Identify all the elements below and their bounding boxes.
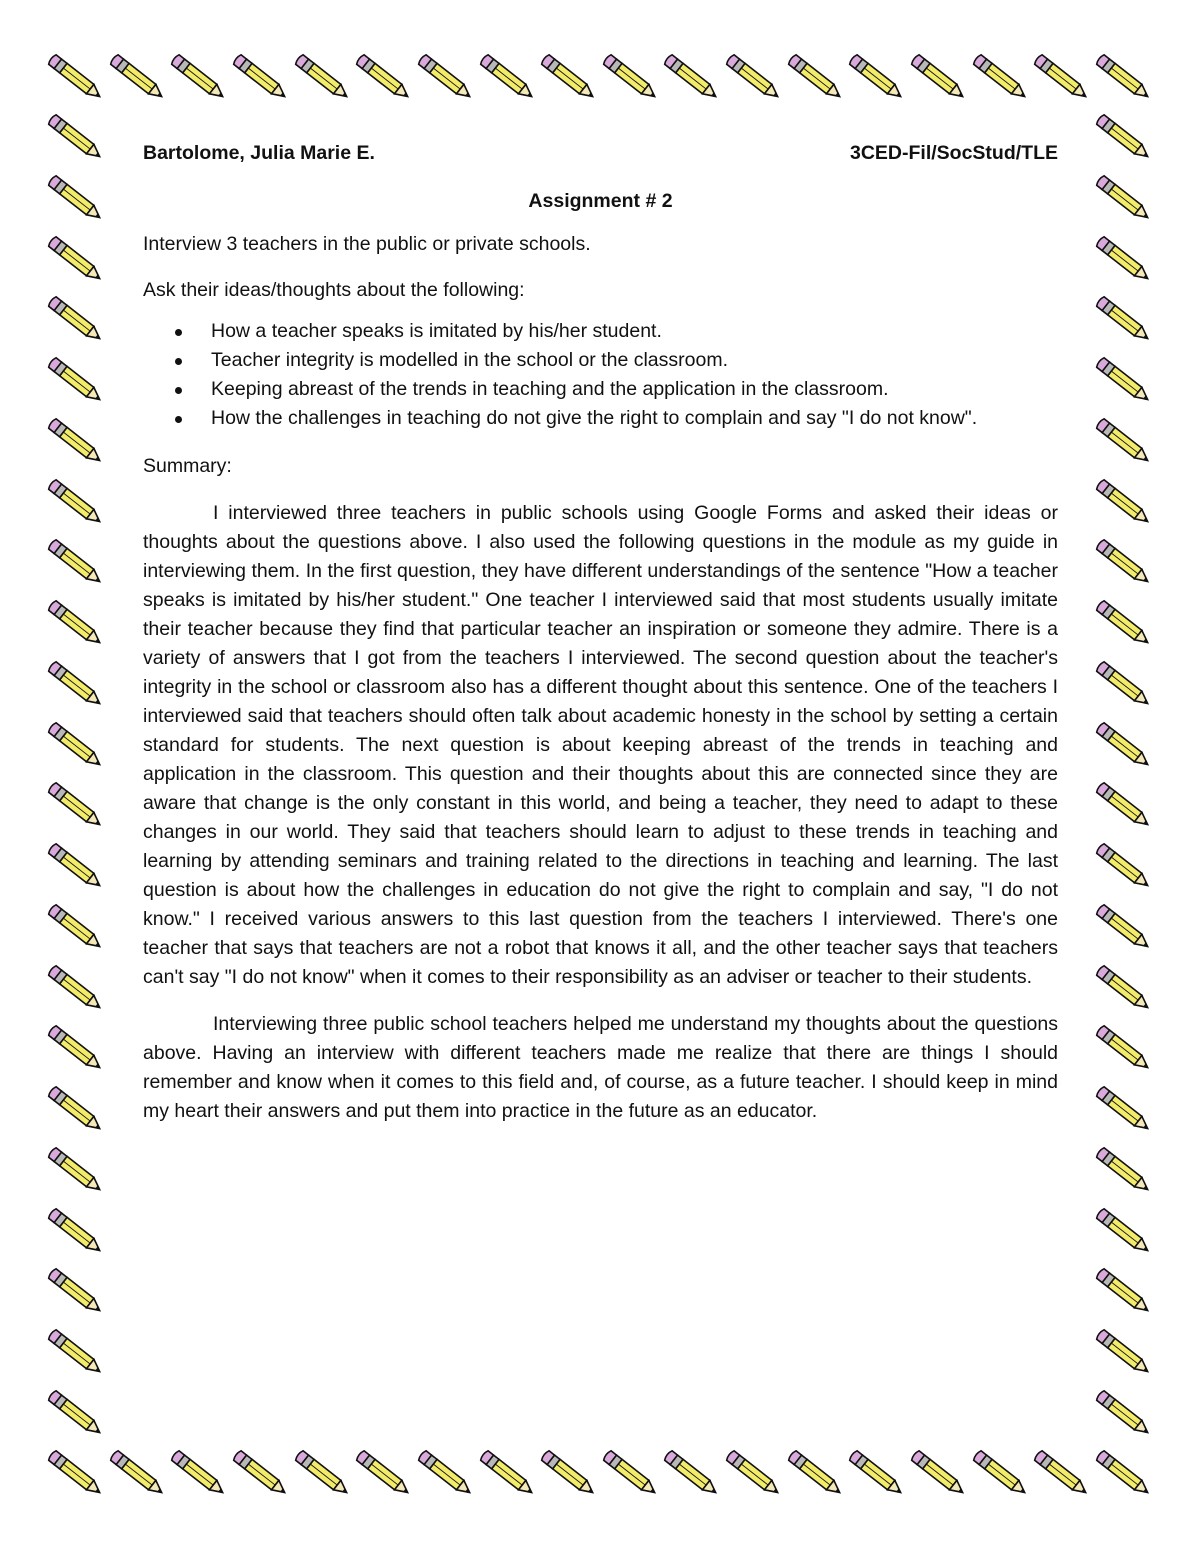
pencil-icon [599, 1448, 663, 1500]
summary-label: Summary: [143, 455, 232, 477]
pencil-icon [1030, 1448, 1094, 1500]
course-section: 3CED-Fil/SocStud/TLE [849, 142, 1058, 164]
pencil-icon [722, 1448, 786, 1500]
pencil-icon [907, 52, 971, 104]
pencil-icon [1092, 1084, 1156, 1136]
pencil-icon [44, 477, 108, 529]
pencil-icon [537, 1448, 601, 1500]
pencil-icon [352, 52, 416, 104]
assignment-title: Assignment # 2 [528, 190, 673, 212]
pencil-icon [44, 963, 108, 1015]
pencil-icon [1092, 780, 1156, 832]
pencil-icon [106, 1448, 170, 1500]
pencil-icon [291, 1448, 355, 1500]
pencil-icon [660, 1448, 724, 1500]
pencil-icon [1092, 173, 1156, 225]
summary-paragraph-2: Interviewing three public school teachers helped me understand my thoughts about the questions above. Having an interview with different teachers made me realize that there are things I should remember and know when it comes to this field and, of course, as a future teacher. I should keep in mind my heart their answers and put them into practice in the future as an educator. [143, 1013, 1058, 1122]
document-body [143, 142, 1058, 1144]
pencil-icon [1092, 1266, 1156, 1318]
pencil-icon [44, 173, 108, 225]
pencil-icon [44, 537, 108, 589]
pencil-icon [229, 1448, 293, 1500]
pencil-icon [969, 52, 1033, 104]
instruction-text: Interview 3 teachers in the public or private schools. [143, 233, 591, 255]
pencil-icon [1092, 1206, 1156, 1258]
pencil-icon [44, 52, 108, 104]
pencil-icon [44, 1448, 108, 1500]
pencil-icon [44, 598, 108, 650]
pencil-icon [44, 841, 108, 893]
pencil-icon [1092, 841, 1156, 893]
document-header [143, 142, 1058, 172]
pencil-icon [599, 52, 663, 104]
summary-paragraph-1: I interviewed three teachers in public schools using Google Forms and asked their ideas or thoughts about the questions above. I also used the following questions in the module as my guide in interviewing them. In the first question, they have different understandings of the sentence "How a teacher speaks is imitated by his/her student." One teacher I interviewed said that most students usually imitate their teacher because they find that particular teacher an inspiration or someone they admire. There is a variety of answers that I got from the teachers I interviewed. The second question about the teacher's integrity in the school or classroom also has a different thought about this sentence. One of the teachers I interviewed said that teachers should often talk about academic honesty in the school by setting a certain standard for students. The next question is about keeping abreast of the trends in teaching and application in the classroom. This question and their thoughts about this are connected since they are aware that change is the only constant in this world, and being a teacher, they need to adapt to these changes in our world. They said that teachers should learn to adjust to these trends in teaching and learning by attending seminars and training related to the directions in teaching and learning. The last question is about how the challenges in education do not give the right to complain and say, "I do not know." I received various answers to this last question from the teachers I interviewed. There's one teacher that says that teachers are not a robot that knows it all, and the other teacher says that teachers can't say "I do not know" when it comes to their responsibility as an adviser or teacher to their students. [143, 502, 1058, 988]
pencil-icon [1092, 598, 1156, 650]
pencil-icon [907, 1448, 971, 1500]
pencil-icon [722, 52, 786, 104]
prompt-text: Ask their ideas/thoughts about the following: [143, 279, 525, 301]
pencil-icon [1030, 52, 1094, 104]
pencil-icon [845, 1448, 909, 1500]
list-item: Teacher integrity is modelled in the school or the classroom. [143, 346, 1058, 375]
pencil-icon [1092, 537, 1156, 589]
pencil-icon [1092, 1023, 1156, 1075]
pencil-icon [1092, 52, 1156, 104]
pencil-icon [1092, 416, 1156, 468]
pencil-icon [44, 659, 108, 711]
pencil-icon [229, 52, 293, 104]
pencil-icon [44, 780, 108, 832]
pencil-icon [44, 355, 108, 407]
pencil-icon [44, 1023, 108, 1075]
pencil-icon [1092, 112, 1156, 164]
pencil-icon [1092, 355, 1156, 407]
pencil-icon [44, 1327, 108, 1379]
pencil-icon [476, 52, 540, 104]
pencil-icon [784, 1448, 848, 1500]
pencil-icon [1092, 1388, 1156, 1440]
list-item: How the challenges in teaching do not give the right to complain and say "I do not know". [143, 404, 1058, 433]
pencil-icon [44, 1084, 108, 1136]
pencil-icon [44, 1388, 108, 1440]
student-name: Bartolome, Julia Marie E. [143, 142, 375, 164]
pencil-icon [784, 52, 848, 104]
pencil-icon [291, 52, 355, 104]
list-item: How a teacher speaks is imitated by his/her student. [143, 317, 1058, 346]
pencil-icon [167, 52, 231, 104]
pencil-icon [969, 1448, 1033, 1500]
pencil-icon [537, 52, 601, 104]
pencil-icon [167, 1448, 231, 1500]
pencil-icon [44, 234, 108, 286]
pencil-icon [1092, 234, 1156, 286]
pencil-icon [1092, 720, 1156, 772]
pencil-icon [44, 902, 108, 954]
pencil-icon [1092, 294, 1156, 346]
pencil-icon [1092, 1327, 1156, 1379]
list-item: Keeping abreast of the trends in teaching and the application in the classroom. [143, 375, 1058, 404]
pencil-icon [1092, 963, 1156, 1015]
pencil-icon [1092, 902, 1156, 954]
pencil-icon [1092, 1448, 1156, 1500]
pencil-icon [44, 112, 108, 164]
pencil-icon [414, 52, 478, 104]
pencil-icon [352, 1448, 416, 1500]
pencil-icon [414, 1448, 478, 1500]
pencil-icon [44, 1206, 108, 1258]
pencil-icon [44, 720, 108, 772]
pencil-icon [44, 1145, 108, 1197]
pencil-icon [1092, 477, 1156, 529]
pencil-icon [44, 416, 108, 468]
pencil-icon [1092, 1145, 1156, 1197]
pencil-icon [476, 1448, 540, 1500]
pencil-icon [106, 52, 170, 104]
question-list [143, 317, 1058, 433]
pencil-icon [44, 1266, 108, 1318]
pencil-icon [44, 294, 108, 346]
pencil-icon [1092, 659, 1156, 711]
pencil-icon [660, 52, 724, 104]
pencil-icon [845, 52, 909, 104]
